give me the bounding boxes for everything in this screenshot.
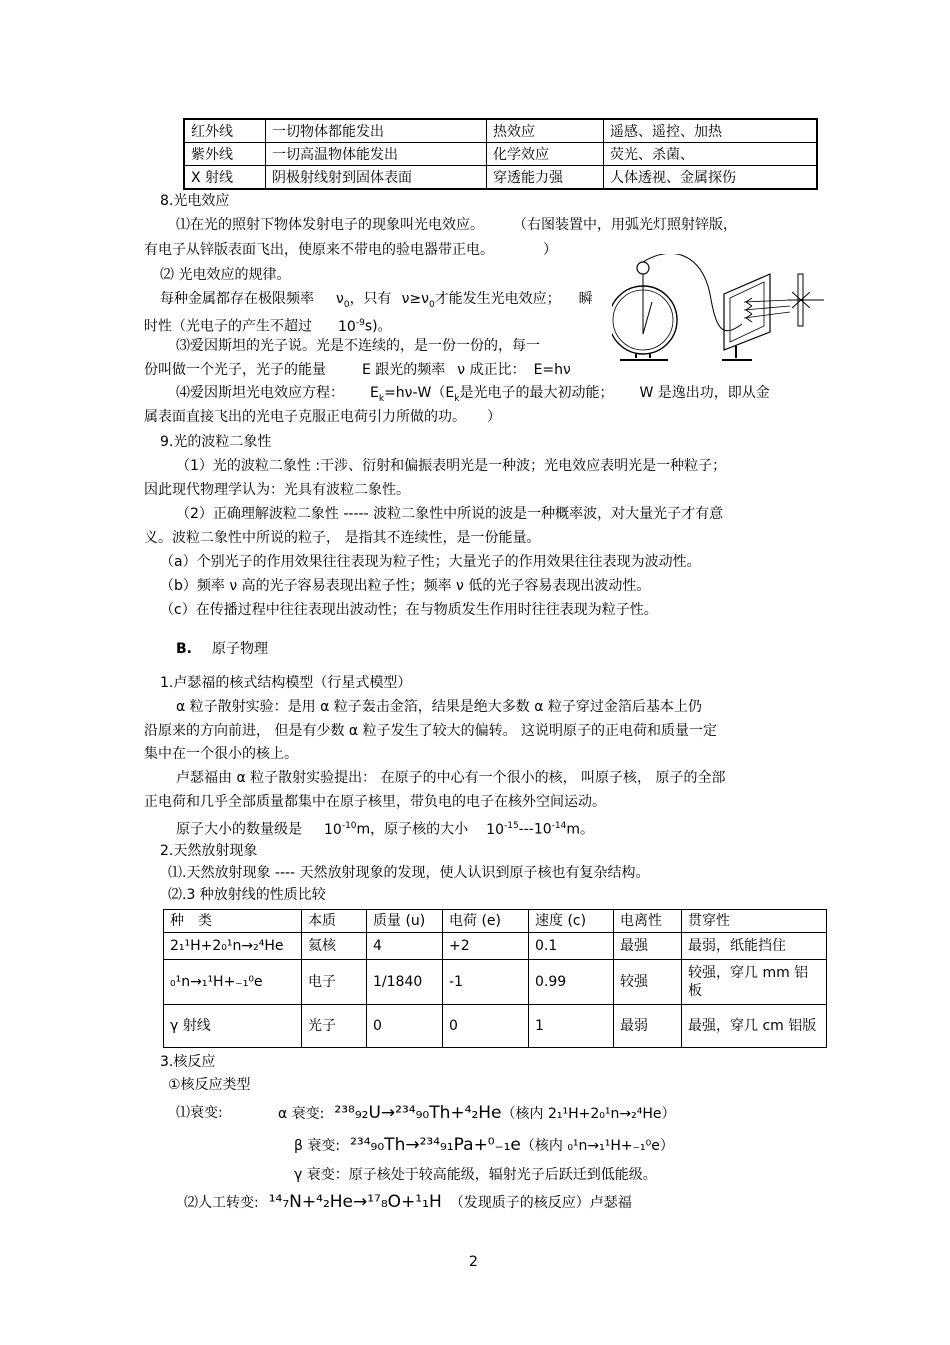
- table-cell: 0.1: [529, 933, 614, 960]
- section-heading: 原子物理: [212, 641, 268, 657]
- paragraph: ⑵ 光电效应的规律。: [160, 267, 291, 283]
- table-cell: -1: [443, 960, 529, 1005]
- section-heading: 2.天然放射现象: [160, 843, 258, 859]
- paragraph: 有电子从锌版表面飞出，使原来不带电的验电器带正电。 ）: [144, 242, 557, 258]
- table-header-row: [164, 910, 827, 933]
- table-cell: 0.99: [529, 960, 614, 1005]
- table-cell: 热效应: [487, 119, 604, 143]
- table-header-cell: 种 类: [164, 910, 302, 933]
- table-cell: 穿透能力强: [487, 166, 604, 190]
- equation-line: α 衰变: ²³⁸₉₂U→²³⁴₉₀Th+⁴₂He（核内 2₁¹H+2₀¹n→₂⁴He）: [278, 1103, 676, 1123]
- table-cell: 人体透视、金属探伤: [604, 166, 818, 190]
- section-heading: 1.卢瑟福的核式结构模型（行星式模型）: [160, 675, 412, 691]
- table-cell: 1: [529, 1005, 614, 1048]
- paragraph: （c）在传播过程中往往表现出波动性；在与物质发生作用时往往表现为粒子性。: [160, 602, 658, 618]
- table-cell: ₀¹n→₁¹H+₋₁⁰e: [164, 960, 302, 1005]
- table-cell: 最弱，纸能挡住: [682, 933, 827, 960]
- table-row: [184, 119, 817, 143]
- equation: ¹⁴₇N+⁴₂He→¹⁷₈O+¹₁H: [268, 1192, 442, 1212]
- paragraph: 每种金属都存在极限频率 $\nu_0$，只有 $\nu\ge\nu_0$才能发生光电效应； 瞬: [160, 291, 593, 310]
- equation: ²³⁴₉₀Th→²³⁴₉₁Pa+⁰₋₁e: [350, 1135, 521, 1155]
- table-cell: 阴极射线射到固体表面: [266, 166, 487, 190]
- paragraph: ⑵.3 种放射线的性质比较: [168, 887, 326, 903]
- paragraph: （b）频率 ν 高的光子容易表现出粒子性；频率 ν 低的光子容易表现出波动性。: [160, 578, 651, 594]
- table-cell: 2₁¹H+2₀¹n→₂⁴He: [164, 933, 302, 960]
- table-row: [184, 166, 817, 190]
- table-header-cell: 电荷 (e): [443, 910, 529, 933]
- table-cell: 4: [367, 933, 443, 960]
- table-cell: 较强，穿几 mm 铝板: [682, 960, 827, 1005]
- table-cell: 氦核: [302, 933, 367, 960]
- table-header-cell: 速度 (c): [529, 910, 614, 933]
- paragraph: 份叫做一个光子，光子的能量 E 跟光的频率 ν 成正比： E=hν: [144, 362, 571, 378]
- table-row: [164, 1005, 827, 1048]
- table-cell: 一切物体都能发出: [266, 119, 487, 143]
- paragraph: 沿原来的方向前进， 但是有少数 α 粒子发生了较大的偏转。 这说明原子的正电荷和质量一定: [144, 723, 718, 739]
- paragraph: 时性（光电子的产生不超过 $10^{-9}s$)。: [144, 318, 392, 335]
- table-header-cell: 贯穿性: [682, 910, 827, 933]
- paragraph: γ 衰变：原子核处于较高能级，辐射光子后跃迁到低能级。: [294, 1167, 657, 1183]
- radiation-comparison-table: [163, 909, 827, 1048]
- paragraph: 原子大小的数量级是 $10^{-10}m$，原子核的大小 $10^{-15}---10^{-14}m$。: [176, 821, 595, 838]
- section-heading-letter: B.: [176, 641, 192, 657]
- table-cell: 0: [443, 1005, 529, 1048]
- em-spectrum-table: [183, 118, 818, 190]
- table-row: [164, 960, 827, 1005]
- paragraph: 属表面直接飞出的光电子克服正电荷引力所做的功。 ）: [144, 409, 501, 425]
- paragraph: 因此现代物理学认为：光具有波粒二象性。: [144, 482, 410, 498]
- table-cell: +2: [443, 933, 529, 960]
- table-cell: 荧光、杀菌、: [604, 143, 818, 166]
- paragraph: （2）正确理解波粒二象性 ----- 波粒二象性中所说的波是一种概率波，对大量光子才有意: [176, 506, 724, 522]
- paragraph: α 粒子散射实验：是用 α 粒子轰击金箔，结果是绝大多数 α 粒子穿过金箔后基本上仍: [176, 699, 702, 715]
- section-heading: 8.光电效应: [160, 193, 230, 209]
- equation: ²³⁸₉₂U→²³⁴₉₀Th+⁴₂He: [334, 1103, 502, 1123]
- equation-line: β 衰变: ²³⁴₉₀Th→²³⁴₉₁Pa+⁰₋₁e（核内 ₀¹n→₁¹H+₋₁⁰e）: [294, 1135, 674, 1155]
- table-cell: 较强: [614, 960, 682, 1005]
- table-cell: 最强，穿几 cm 铝版: [682, 1005, 827, 1048]
- table-header-cell: 质量 (u): [367, 910, 443, 933]
- paragraph: （1）光的波粒二象性 :干涉、衍射和偏振表明光是一种波；光电效应表明光是一种粒子；: [176, 458, 727, 474]
- paragraph: 集中在一个很小的核上。: [144, 746, 298, 762]
- table-cell: γ 射线: [164, 1005, 302, 1048]
- table-header-cell: 本质: [302, 910, 367, 933]
- paragraph: ⑷爱因斯坦光电效应方程： $E_k=h\nu-W(E_k$是光电子的最大初动能； W 是逸出功，即从金: [176, 385, 770, 404]
- table-cell: 光子: [302, 1005, 367, 1048]
- paragraph: 义。波粒二象性中所说的粒子， 是指其不连续性，是一份能量。: [144, 530, 541, 546]
- table-cell: 红外线: [184, 119, 266, 143]
- section-heading: 3.核反应: [160, 1054, 216, 1070]
- table-cell: 遥感、遥控、加热: [604, 119, 818, 143]
- section-heading: 9.光的波粒二象性: [160, 434, 272, 450]
- table-cell: 紫外线: [184, 143, 266, 166]
- paragraph: ⑶爱因斯坦的光子说。光是不连续的，是一份一份的，每一: [176, 338, 540, 354]
- table-cell: 电子: [302, 960, 367, 1005]
- page-number: 2: [469, 1254, 478, 1270]
- table-cell: 一切高温物体能发出: [266, 143, 487, 166]
- table-cell: 1/1840: [367, 960, 443, 1005]
- table-header-cell: 电离性: [614, 910, 682, 933]
- table-row: [164, 933, 827, 960]
- paragraph: ⑴.天然放射现象 ---- 天然放射现象的发现，使人认识到原子核也有复杂结构。: [168, 865, 650, 881]
- paragraph: ①核反应类型: [168, 1077, 251, 1093]
- paragraph: ⑴衰变:: [176, 1105, 223, 1121]
- table-cell: 最强: [614, 933, 682, 960]
- paragraph: 正电荷和几乎全部质量都集中在原子核里，带负电的电子在核外空间运动。: [144, 794, 606, 810]
- table-cell: 0: [367, 1005, 443, 1048]
- table-cell: 化学效应: [487, 143, 604, 166]
- table-cell: 最弱: [614, 1005, 682, 1048]
- equation-line: ⑵人工转变: ¹⁴₇N+⁴₂He→¹⁷₈O+¹₁H （发现质子的核反应）卢瑟福: [184, 1192, 632, 1212]
- paragraph: 卢瑟福由 α 粒子散射实验提出： 在原子的中心有一个很小的核， 叫原子核， 原子的全部: [176, 770, 726, 786]
- photoelectric-apparatus-figure: [612, 254, 832, 366]
- table-row: [184, 143, 817, 166]
- paragraph: ⑴在光的照射下物体发射电子的现象叫光电效应。 （右图装置中，用弧光灯照射锌版，: [176, 217, 737, 233]
- table-cell: X 射线: [184, 166, 266, 190]
- paragraph: （a）个别光子的作用效果往往表现为粒子性；大量光子的作用效果往往表现为波动性。: [160, 554, 701, 570]
